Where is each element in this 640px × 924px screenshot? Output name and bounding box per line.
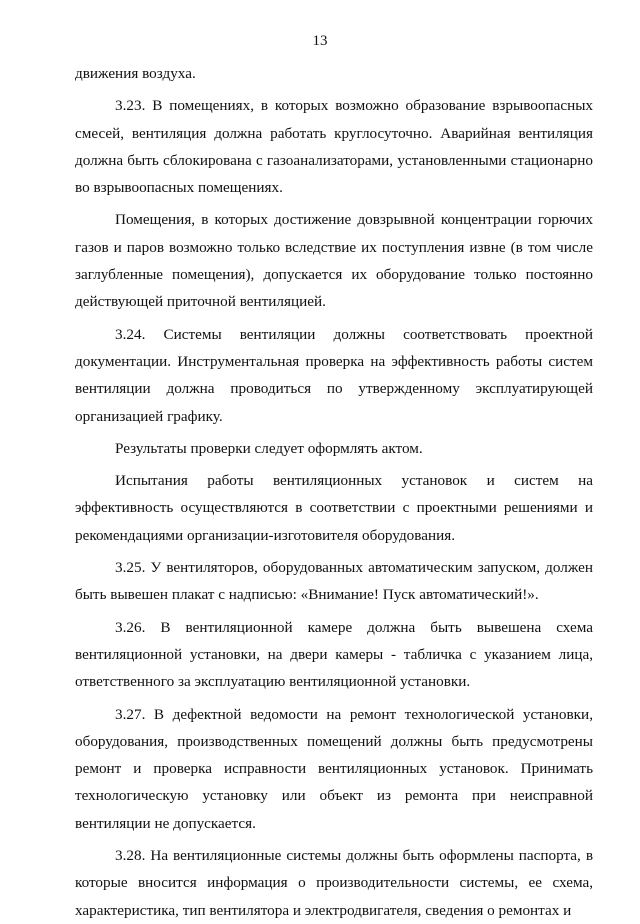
- paragraph-3-24: 3.24. Системы вентиляции должны соответствовать проектной документации. Инструментальная проверка на эффективность работы систем вентиляции должна проводиться по утвержденному эксплуатирующей организацией графику.: [75, 325, 593, 425]
- document-body: [75, 60, 593, 924]
- paragraph-continuation: движения воздуха.: [75, 65, 196, 82]
- paragraph-3-28: 3.28. На вентиляционные системы должны быть оформлены паспорта, в которые вносится информация о производительности системы, ее схема, характеристика, тип вентилятора и электродвигателя, сведения о ремонтах и: [75, 847, 593, 919]
- paragraph-3-23-explosive-premises: Помещения, в которых достижение довзрывной концентрации горючих газов и паров возможно только вследствие их поступления извне (в том числе заглубленные помещения), допускается их оборудование только постоянно действующей приточной вентиляцией.: [75, 211, 593, 311]
- paragraph-3-24-results: Результаты проверки следует оформлять актом.: [115, 439, 423, 457]
- paragraph-3-24-tests: Испытания работы вентиляционных установок и систем на эффективность осуществляются в соответствии с проектными решениями и рекомендациями организации-изготовителя оборудования.: [75, 472, 593, 544]
- paragraph-3-25: 3.25. У вентиляторов, оборудованных автоматическим запуском, должен быть вывешен плакат с надписью: «Внимание! Пуск автоматический!».: [75, 559, 593, 604]
- paragraph-3-23: 3.23. В помещениях, в которых возможно образование взрывоопасных смесей, вентиляция должна работать круглосуточно. Аварийная вентиляция должна быть сблокирована с газоанализаторами, установленными стационарно во взрывоопасных помещениях.: [75, 97, 593, 197]
- paragraph-3-27: 3.27. В дефектной ведомости на ремонт технологической установки, оборудования, производственных помещений должны быть предусмотрены ремонт и проверка исправности вентиляционных установок. Принимать технологическую установку или объект из ремонта при неисправной вентиляции не допускается.: [75, 705, 593, 832]
- paragraph-3-26: 3.26. В вентиляционной камере должна быть вывешена схема вентиляционной установки, на двери камеры - табличка с указанием лица, ответственного за эксплуатацию вентиляционной установки.: [75, 618, 593, 691]
- page-number: 13: [312, 33, 328, 49]
